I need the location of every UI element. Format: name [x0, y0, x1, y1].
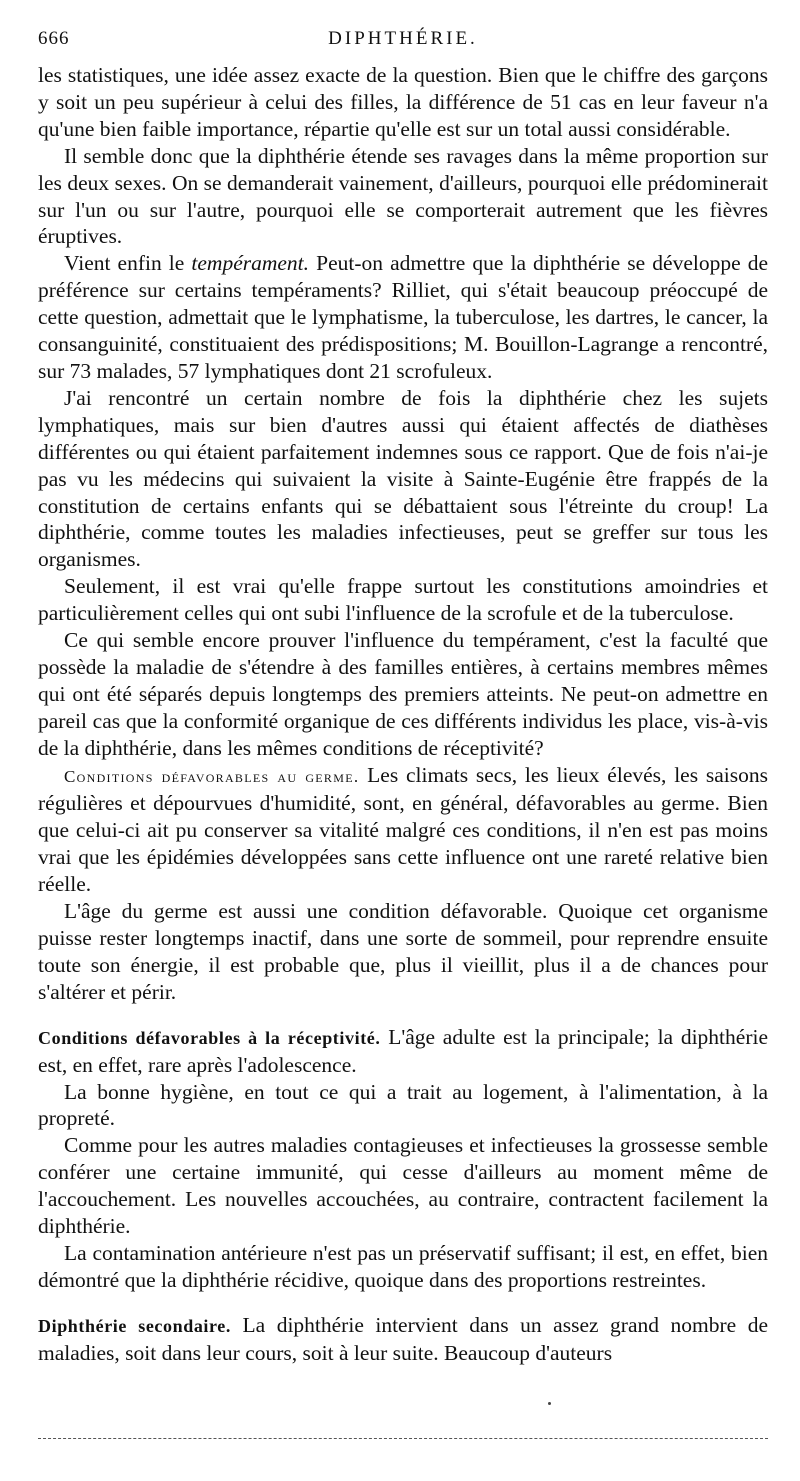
running-title: DIPHTHÉRIE.: [328, 28, 478, 49]
paragraph-9: [38, 1024, 768, 1079]
paragraph-8: L'âge du germe est aussi une condition défavorable. Quoique cet organisme puisse rester longtemps inactif, dans une sorte de sommeil, pour reprendre ensuite toute son énergie, il est probable que, plus il vieillit, plus il a de chances pour s'altérer et périr.: [38, 899, 768, 1004]
page-header: [38, 28, 768, 62]
paragraph-10: La bonne hygiène, en tout ce qui a trait au logement, à l'alimentation, à la propreté.: [38, 1079, 768, 1131]
paragraph-11: Comme pour les autres maladies contagieuses et infectieuses la grossesse semble conférer une certaine immunité, qui cesse d'ailleurs au moment même de l'accouchement. Les nouvelles accouchées, au contraire, contractent facilement la diphthérie.: [38, 1133, 768, 1239]
section-heading-secondary: Diphthérie secondaire.: [38, 1315, 231, 1336]
paragraph-3-lead: Vient enfin le: [64, 251, 192, 276]
print-speck: [548, 1402, 551, 1405]
bottom-rule-divider: [38, 1438, 768, 1439]
paragraph-12: La contamination antérieure n'est pas un préservatif suffisant; il est, en effet, bien démontré que la diphthérie récidive, quoique dans des proportions restreintes.: [38, 1240, 768, 1292]
paragraph-5: Seulement, il est vrai qu'elle frappe surtout les constitutions amoindries et particulièrement celles qui ont subi l'influence de la scrofule et de la tuberculose.: [38, 574, 768, 626]
paragraph-6: Ce qui semble encore prouver l'influence du tempérament, c'est la faculté que possède la maladie de s'étendre à des familles entières, à certains membres mêmes qui ont été séparés depuis longtemps des premiers atteints. Ne peut-on admettre en pareil cas que la conformité organique de ces différents individus les place, vis-à-vis de la diphthérie, dans les mêmes conditions de réceptivité?: [38, 628, 768, 760]
paragraph-3-rest: Peut-on admettre que la diphthérie se développe de préférence sur certains tempéraments? Rilliet, qui s'était beaucoup préoccupé de cette question, admettait que le lymphatisme, la tuberculose, les dartres, le cancer, la consanguinité, constituaient des prédispositions; M. Bouillon-Lagrange a rencontré, sur 73 malades, 57 lymphatiques dont 21 scrofuleux.: [38, 251, 769, 383]
section-heading-receptivity: Conditions défavorables à la réceptivité.: [38, 1027, 381, 1048]
paragraph-13-rest: La diphthérie intervient dans un assez grand nombre de maladies, soit dans leur cours, soit à leur suite. Beaucoup d'auteurs: [38, 1312, 768, 1365]
paragraph-3: [38, 250, 768, 385]
page-number: 666: [38, 28, 70, 49]
paragraph-2: Il semble donc que la diphthérie étende ses ravages dans la même proportion sur les deux sexes. On se demanderait vainement, d'ailleurs, pourquoi elle prédominerait sur l'un ou sur l'autre, pourquoi elle se comporterait autrement que les fièvres éruptives.: [38, 143, 768, 249]
paragraph-13: [38, 1312, 768, 1367]
paragraph-4: J'ai rencontré un certain nombre de fois la diphthérie chez les sujets lymphatiques, mais sur bien d'autres aussi qui étaient affectés de diathèses différentes ou qui étaient parfaitement indemnes sous ce rapport. Que de fois n'ai-je pas vu les médecins qui suivaient la visite à Sainte-Eugénie être frappés de la constitution de certains enfants qui se débattaient sous l'étreinte du croup! La diphthérie, comme toutes les maladies infectieuses, peut se greffer sur tous les organismes.: [38, 385, 768, 572]
section-heading-germ: Conditions défavorables au germe.: [64, 766, 360, 786]
paragraph-7: [38, 762, 768, 899]
italic-term: tempérament.: [191, 251, 310, 276]
paragraph-7-rest: Les climats secs, les lieux élevés, les saisons régulières et dépourvues d'humidité, sont, en général, défavorables au germe. Bien que celui-ci ait pu conserver sa vitalité malgré ces conditions, il n'en est pas moins vrai que les épidémies développées sans cette influence ont une rareté relative bien réelle.: [38, 762, 768, 897]
book-page: [38, 28, 768, 1367]
paragraph-1: les statistiques, une idée assez exacte de la question. Bien que le chiffre des garçons y soit un peu supérieur à celui des filles, la différence de 51 cas en leur faveur n'a qu'une bien faible importance, répartie qu'elle est sur un total aussi considérable.: [38, 63, 768, 141]
paragraph-9-rest: L'âge adulte est la principale; la diphthérie est, en effet, rare après l'adolescence.: [38, 1024, 768, 1077]
